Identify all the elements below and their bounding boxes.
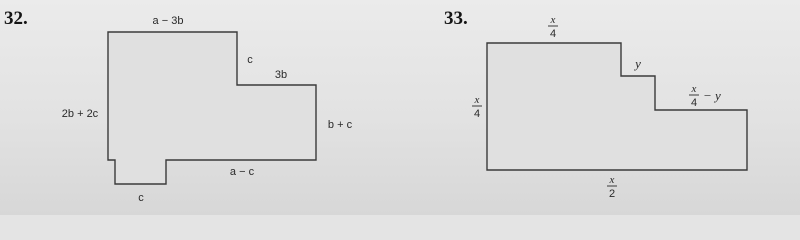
- problem-33-number: 33.: [444, 8, 468, 29]
- problem-33-bottom-denominator: 2: [608, 188, 616, 200]
- problem-32-label-right: b + c: [327, 119, 353, 131]
- problem-33-label-middle: [689, 83, 721, 109]
- problem-33-top-denominator: 4: [549, 28, 557, 40]
- problem-32-number: 32.: [4, 8, 28, 29]
- problem-32-label-bottom-left: c: [138, 192, 144, 204]
- problem-32-label-top: a − 3b: [152, 15, 184, 27]
- problem-33: [444, 8, 747, 200]
- problem-32-label-left: 2b + 2c: [61, 108, 99, 120]
- problem-32-polygon: [108, 32, 316, 184]
- problem-32: [4, 8, 353, 204]
- problem-33-polygon: [487, 43, 747, 170]
- problem-33-middle-suffix: − y: [703, 88, 721, 103]
- problem-33-bottom-numerator: x: [609, 174, 615, 186]
- problem-33-top-numerator: x: [550, 14, 556, 26]
- problem-33-label-top: [548, 14, 558, 40]
- problem-33-label-y: y: [635, 56, 641, 71]
- problem-32-label-3b: 3b: [274, 69, 288, 81]
- problem-33-middle-denominator: 4: [690, 97, 698, 109]
- problem-32-label-c-upper: c: [247, 54, 253, 66]
- problem-33-label-left: [472, 94, 482, 120]
- problem-32-label-bottom-right: a − c: [229, 166, 255, 178]
- problem-33-middle-numerator: x: [691, 83, 697, 95]
- problem-33-left-denominator: 4: [473, 108, 481, 120]
- problem-33-label-bottom: [607, 174, 617, 200]
- problem-33-left-numerator: x: [474, 94, 480, 106]
